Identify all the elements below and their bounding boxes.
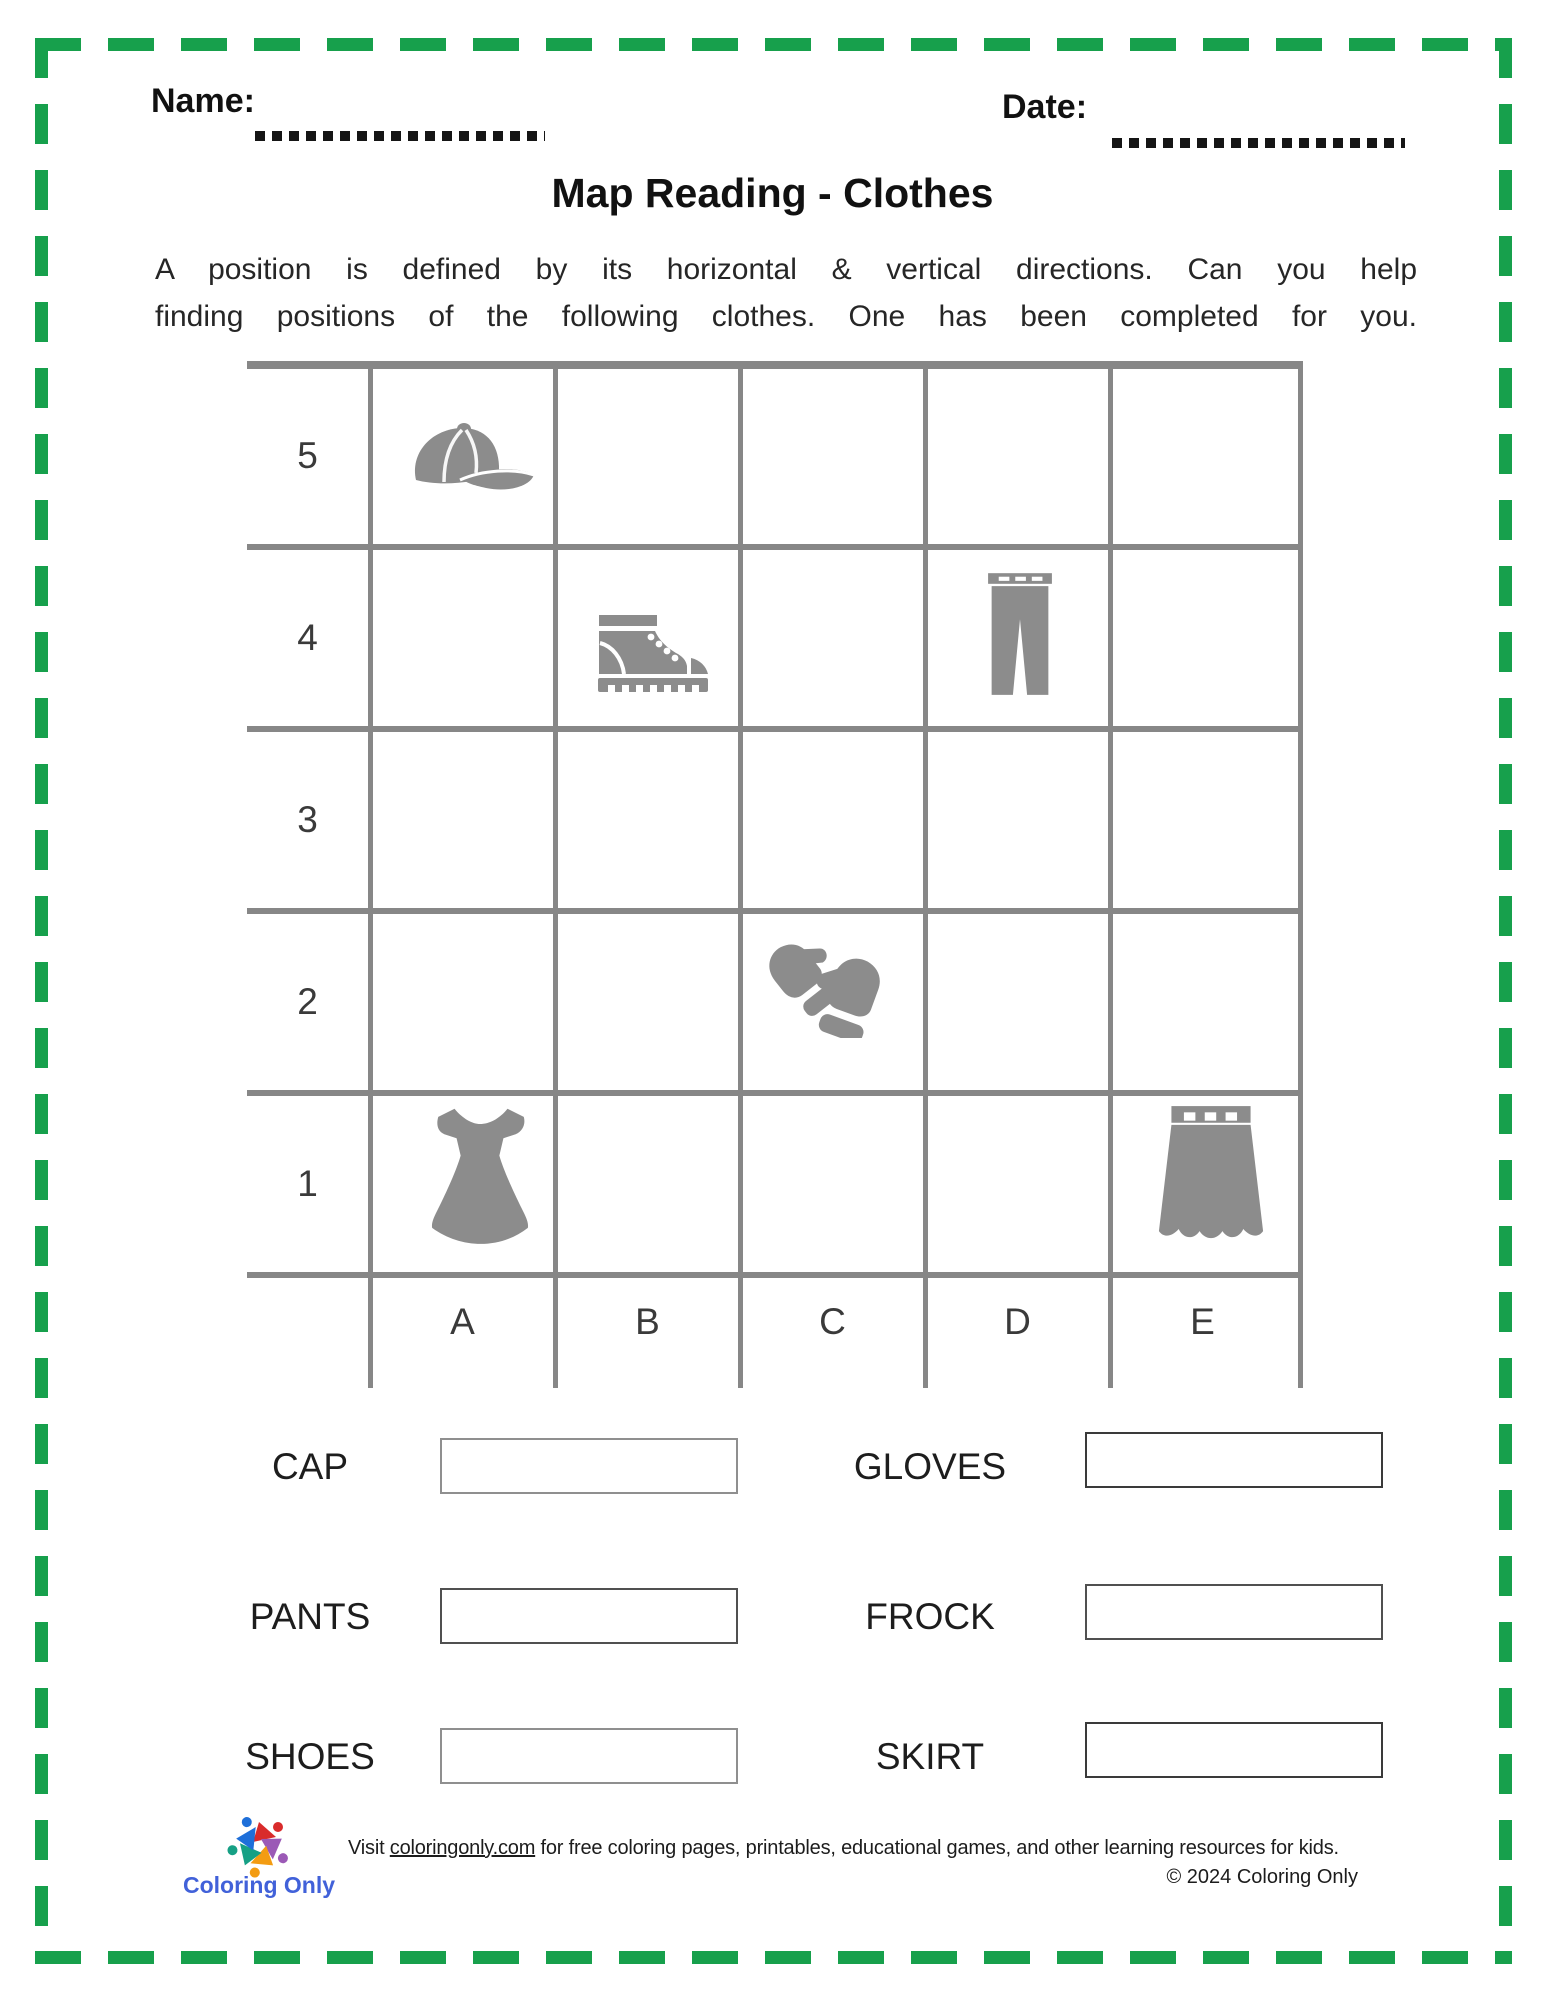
answer-label-pants: PANTS <box>249 1596 371 1637</box>
page-title: Map Reading - Clothes <box>551 170 994 216</box>
answer-label-shoes: SHOES <box>245 1736 375 1777</box>
answer-label-frock: FROCK <box>865 1596 995 1637</box>
answer-box-skirt[interactable] <box>1085 1722 1383 1778</box>
coloring-only-logo-icon <box>213 1812 305 1874</box>
grid-vline <box>1298 361 1303 1388</box>
skirt-icon <box>1148 1104 1274 1254</box>
footer-visit-suffix: for free coloring pages, printables, educational games, and other learning resources for kids. <box>535 1837 1339 1859</box>
answer-box-pants[interactable] <box>440 1588 738 1644</box>
grid-vline <box>553 361 558 1388</box>
page-border-top <box>35 38 1512 51</box>
grid-vline <box>738 361 743 1388</box>
frock-icon <box>424 1102 536 1254</box>
page-border-right <box>1499 38 1512 1964</box>
grid-row-label-2: 2 <box>297 981 318 1022</box>
cap-icon <box>402 420 542 500</box>
grid-vline <box>368 361 373 1388</box>
answer-label-skirt: SKIRT <box>875 1736 985 1777</box>
footer-visit-prefix: Visit <box>348 1837 390 1859</box>
answer-box-shoes[interactable] <box>440 1728 738 1784</box>
coloring-only-logo-text: Coloring Only <box>182 1872 336 1898</box>
date-field-line[interactable] <box>1112 138 1405 148</box>
name-field-line[interactable] <box>255 131 545 141</box>
grid-hline <box>247 544 1303 550</box>
grid-hline <box>247 1272 1303 1278</box>
grid-col-label-c: C <box>819 1301 846 1342</box>
answer-box-cap[interactable] <box>440 1438 738 1494</box>
coloringonly-link[interactable]: coloringonly.com <box>389 1837 536 1859</box>
grid-hline <box>247 726 1303 732</box>
footer-copyright: © 2024 Coloring Only <box>1166 1866 1358 1888</box>
instructions-line1: A position is defined by its horizontal & vertical directions. Can you help <box>155 253 1417 286</box>
name-label: Name: <box>151 82 255 120</box>
grid-hline <box>247 908 1303 914</box>
grid-hline <box>247 361 1303 369</box>
grid-vline <box>923 361 928 1388</box>
footer-visit-line <box>348 1837 1339 1860</box>
page-border-left <box>35 38 48 1964</box>
grid-row-label-4: 4 <box>297 617 318 658</box>
shoes-icon <box>596 610 718 696</box>
answer-box-gloves[interactable] <box>1085 1432 1383 1488</box>
grid-col-label-b: B <box>635 1301 660 1342</box>
pants-icon <box>983 572 1057 702</box>
grid-col-label-a: A <box>450 1301 475 1342</box>
grid-row-label-1: 1 <box>297 1163 318 1204</box>
instructions-line2: finding positions of the following clothes. One has been completed for you. <box>155 300 1417 333</box>
grid-hline <box>247 1090 1303 1096</box>
answer-box-frock[interactable] <box>1085 1584 1383 1640</box>
grid-col-label-d: D <box>1004 1301 1031 1342</box>
grid-vline <box>1108 361 1113 1388</box>
gloves-icon <box>762 938 892 1038</box>
date-label: Date: <box>1002 88 1088 126</box>
answer-label-gloves: GLOVES <box>853 1446 1007 1487</box>
grid-row-label-5: 5 <box>297 435 318 476</box>
grid-col-label-e: E <box>1190 1301 1215 1342</box>
answer-label-cap: CAP <box>271 1446 349 1487</box>
page-border-bottom <box>35 1951 1512 1964</box>
grid-row-label-3: 3 <box>297 799 318 840</box>
